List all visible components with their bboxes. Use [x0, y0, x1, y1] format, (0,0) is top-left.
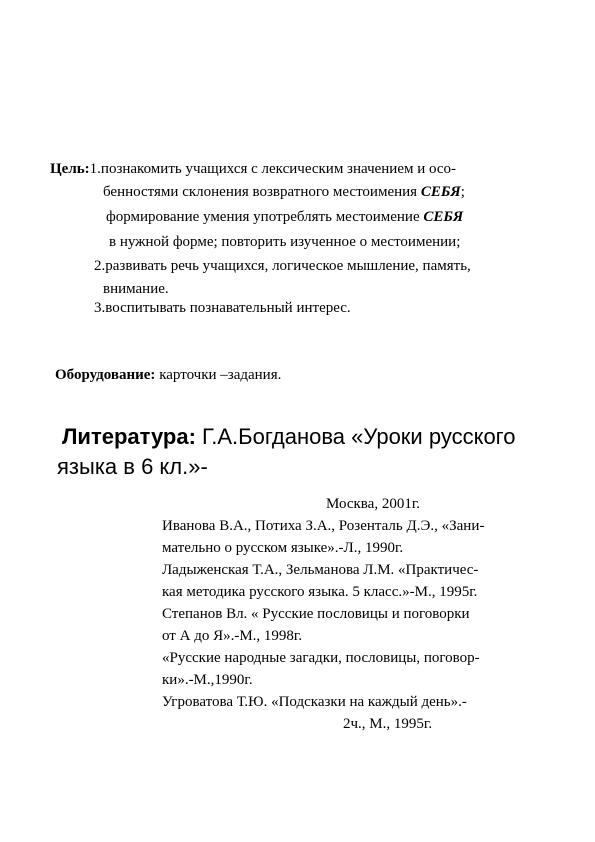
literature-item-7: «Русские народные загадки, пословицы, поговор- — [162, 650, 480, 666]
goal-text-3: формирование умения употреблять местоимение — [106, 209, 424, 225]
goal-line-2: бенностями склонения возвратного местоимения СЕБЯ; — [103, 184, 465, 200]
literature-item-9: Угроватова Т.Ю. «Подсказки на каждый день».- — [162, 694, 467, 710]
literature-item-4: кая методика русского языка. 5 класс.»-М., 1995г. — [162, 584, 478, 600]
equipment-line — [55, 366, 281, 384]
literature-label: Литература: — [62, 424, 196, 449]
goal-text-2: бенностями склонения возвратного местоимения — [103, 184, 421, 200]
literature-item-6: от А до Я».-М., 1998г. — [162, 628, 303, 644]
literature-heading-line-1 — [62, 424, 515, 450]
literature-item-1: Иванова В.А., Потиха З.А., Розенталь Д.Э., «Зани- — [162, 518, 485, 534]
goal-line-7: 3.воспитывать познавательный интерес. — [94, 300, 351, 316]
goal-emphasis-sebya-1: СЕБЯ — [420, 184, 461, 200]
goal-line-5: 2.развивать речь учащихся, логическое мышление, память, — [94, 258, 471, 274]
literature-text-1: Г.А.Богданова «Уроки русского — [195, 424, 516, 449]
literature-item-10: 2ч., М., 1995г. — [343, 716, 433, 732]
goal-line-1 — [50, 160, 456, 178]
literature-item-5: Степанов Вл. « Русские пословицы и поговорки — [162, 606, 470, 622]
literature-item-2: мательно о русском языке».-Л., 1990г. — [162, 540, 404, 556]
literature-heading-line-2: языка в 6 кл.»- — [57, 454, 208, 479]
goal-emphasis-sebya-2: СЕБЯ — [423, 209, 464, 225]
goal-label: Цель: — [50, 161, 90, 177]
goal-line-4: в нужной форме; повторить изученное о местоимении; — [109, 234, 461, 250]
literature-item-0: Москва, 2001г. — [326, 496, 421, 512]
literature-item-3: Ладыженская Т.А., Зельманова Л.М. «Практичес- — [162, 562, 479, 578]
literature-item-8: ки».-М.,1990г. — [162, 672, 253, 688]
goal-text-1: 1.познакомить учащихся с лексическим значением и осо- — [89, 161, 457, 177]
goal-line-6: внимание. — [103, 281, 169, 297]
goal-line-3 — [106, 208, 463, 226]
equipment-label: Оборудование: — [55, 367, 156, 383]
equipment-text: карточки –задания. — [155, 367, 282, 383]
